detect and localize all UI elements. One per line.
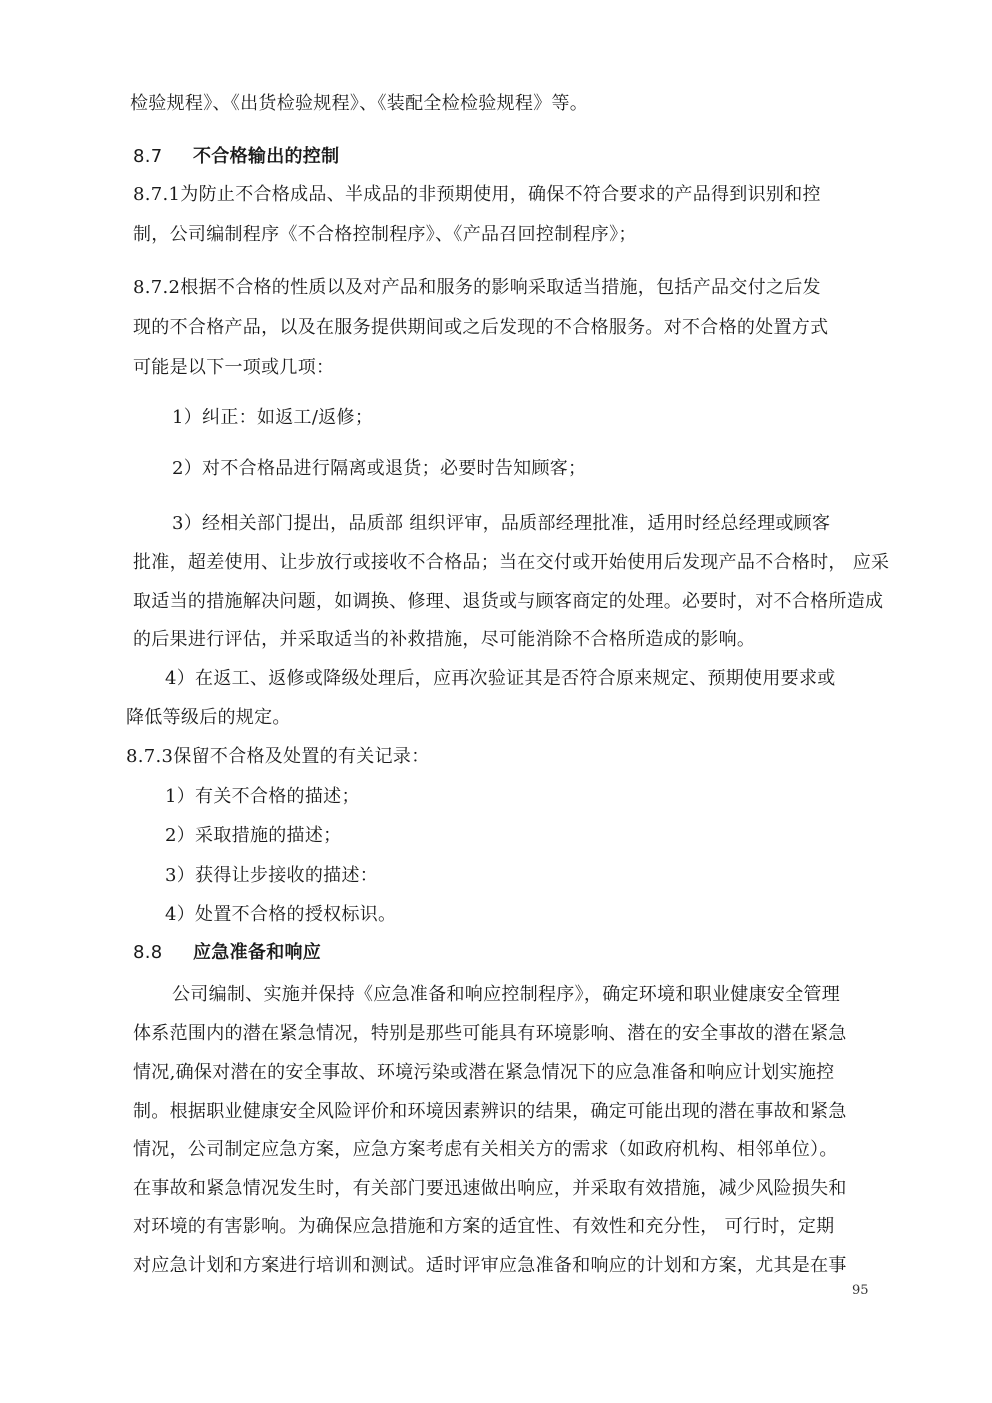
- paragraph-line: 制，公司编制程序《不合格控制程序》、《产品召回控制程序》；: [133, 224, 637, 245]
- list-item: 2）对不合格品进行隔离或退货；必要时告知顾客；: [172, 458, 587, 479]
- paragraph-line: 现的不合格产品，以及在服务提供期间或之后发现的不合格服务。对不合格的处置方式: [133, 317, 829, 338]
- list-item: 1）纠正：如返工/返修；: [172, 407, 374, 428]
- paragraph-line: 可能是以下一项或几项：: [133, 357, 335, 378]
- section-number: 8.8: [133, 942, 163, 963]
- paragraph-line: 8.7.1为防止不合格成品、半成品的非预期使用，确保不符合要求的产品得到识别和控: [133, 184, 821, 205]
- list-item: 3）获得让步接收的描述：: [165, 865, 379, 886]
- list-item: 1）有关不合格的描述；: [165, 786, 360, 807]
- paragraph-line: 对应急计划和方案进行培训和测试。适时评审应急准备和响应的计划和方案，尤其是在事: [133, 1255, 847, 1276]
- page-number: 95: [852, 1283, 869, 1298]
- section-number: 8.7: [133, 146, 163, 167]
- list-item: 4）处置不合格的授权标识。: [165, 904, 397, 925]
- paragraph-line: 制。根据职业健康安全风险评价和环境因素辨识的结果，确定可能出现的潜在事故和紧急: [133, 1101, 847, 1122]
- paragraph-line: 在事故和紧急情况发生时，有关部门要迅速做出响应，并采取有效措施，减少风险损失和: [133, 1178, 847, 1199]
- paragraph-line: 情况,确保对潜在的安全事故、环境污染或潜在紧急情况下的应急准备和响应计划实施控: [133, 1062, 835, 1083]
- paragraph-line: 取适当的措施解决问题，如调换、修理、退货或与顾客商定的处理。必要时，对不合格所造成: [133, 591, 884, 612]
- paragraph-line: 检验规程》、《出货检验规程》、《装配全检检验规程》等。: [130, 93, 589, 114]
- section-title: 不合格输出的控制: [193, 146, 340, 167]
- section-title: 应急准备和响应: [193, 942, 322, 963]
- paragraph-line: 的后果进行评估，并采取适当的补救措施，尽可能消除不合格所造成的影响。: [133, 629, 756, 650]
- paragraph-line: 体系范围内的潜在紧急情况，特别是那些可能具有环境影响、潜在的安全事故的潜在紧急: [133, 1023, 847, 1044]
- paragraph-line: 批准，超差使用、让步放行或接收不合格品；当在交付或开始使用后发现产品不合格时， 应采: [133, 552, 890, 573]
- paragraph-line: 8.7.3保留不合格及处置的有关记录：: [126, 746, 430, 767]
- list-item: 3）经相关部门提出，品质部 组织评审，品质部经理批准，适用时经总经理或顾客: [172, 513, 831, 534]
- section-heading-8-7: [133, 145, 339, 169]
- list-item: 4）在返工、返修或降级处理后，应再次验证其是否符合原来规定、预期使用要求或: [165, 668, 836, 689]
- paragraph-line: 降低等级后的规定。: [126, 707, 291, 728]
- paragraph-line: 公司编制、实施并保持《应急准备和响应控制程序》，确定环境和职业健康安全管理: [172, 984, 841, 1005]
- section-heading-8-8: [133, 941, 321, 965]
- paragraph-line: 对环境的有害影响。为确保应急措施和方案的适宜性、有效性和充分性， 可行时，定期: [133, 1216, 835, 1237]
- list-item: 2）采取措施的描述；: [165, 825, 342, 846]
- paragraph-line: 8.7.2根据不合格的性质以及对产品和服务的影响采取适当措施，包括产品交付之后发: [133, 277, 821, 298]
- paragraph-line: 情况，公司制定应急方案，应急方案考虑有关相关方的需求（如政府机构、相邻单位）。: [133, 1139, 838, 1160]
